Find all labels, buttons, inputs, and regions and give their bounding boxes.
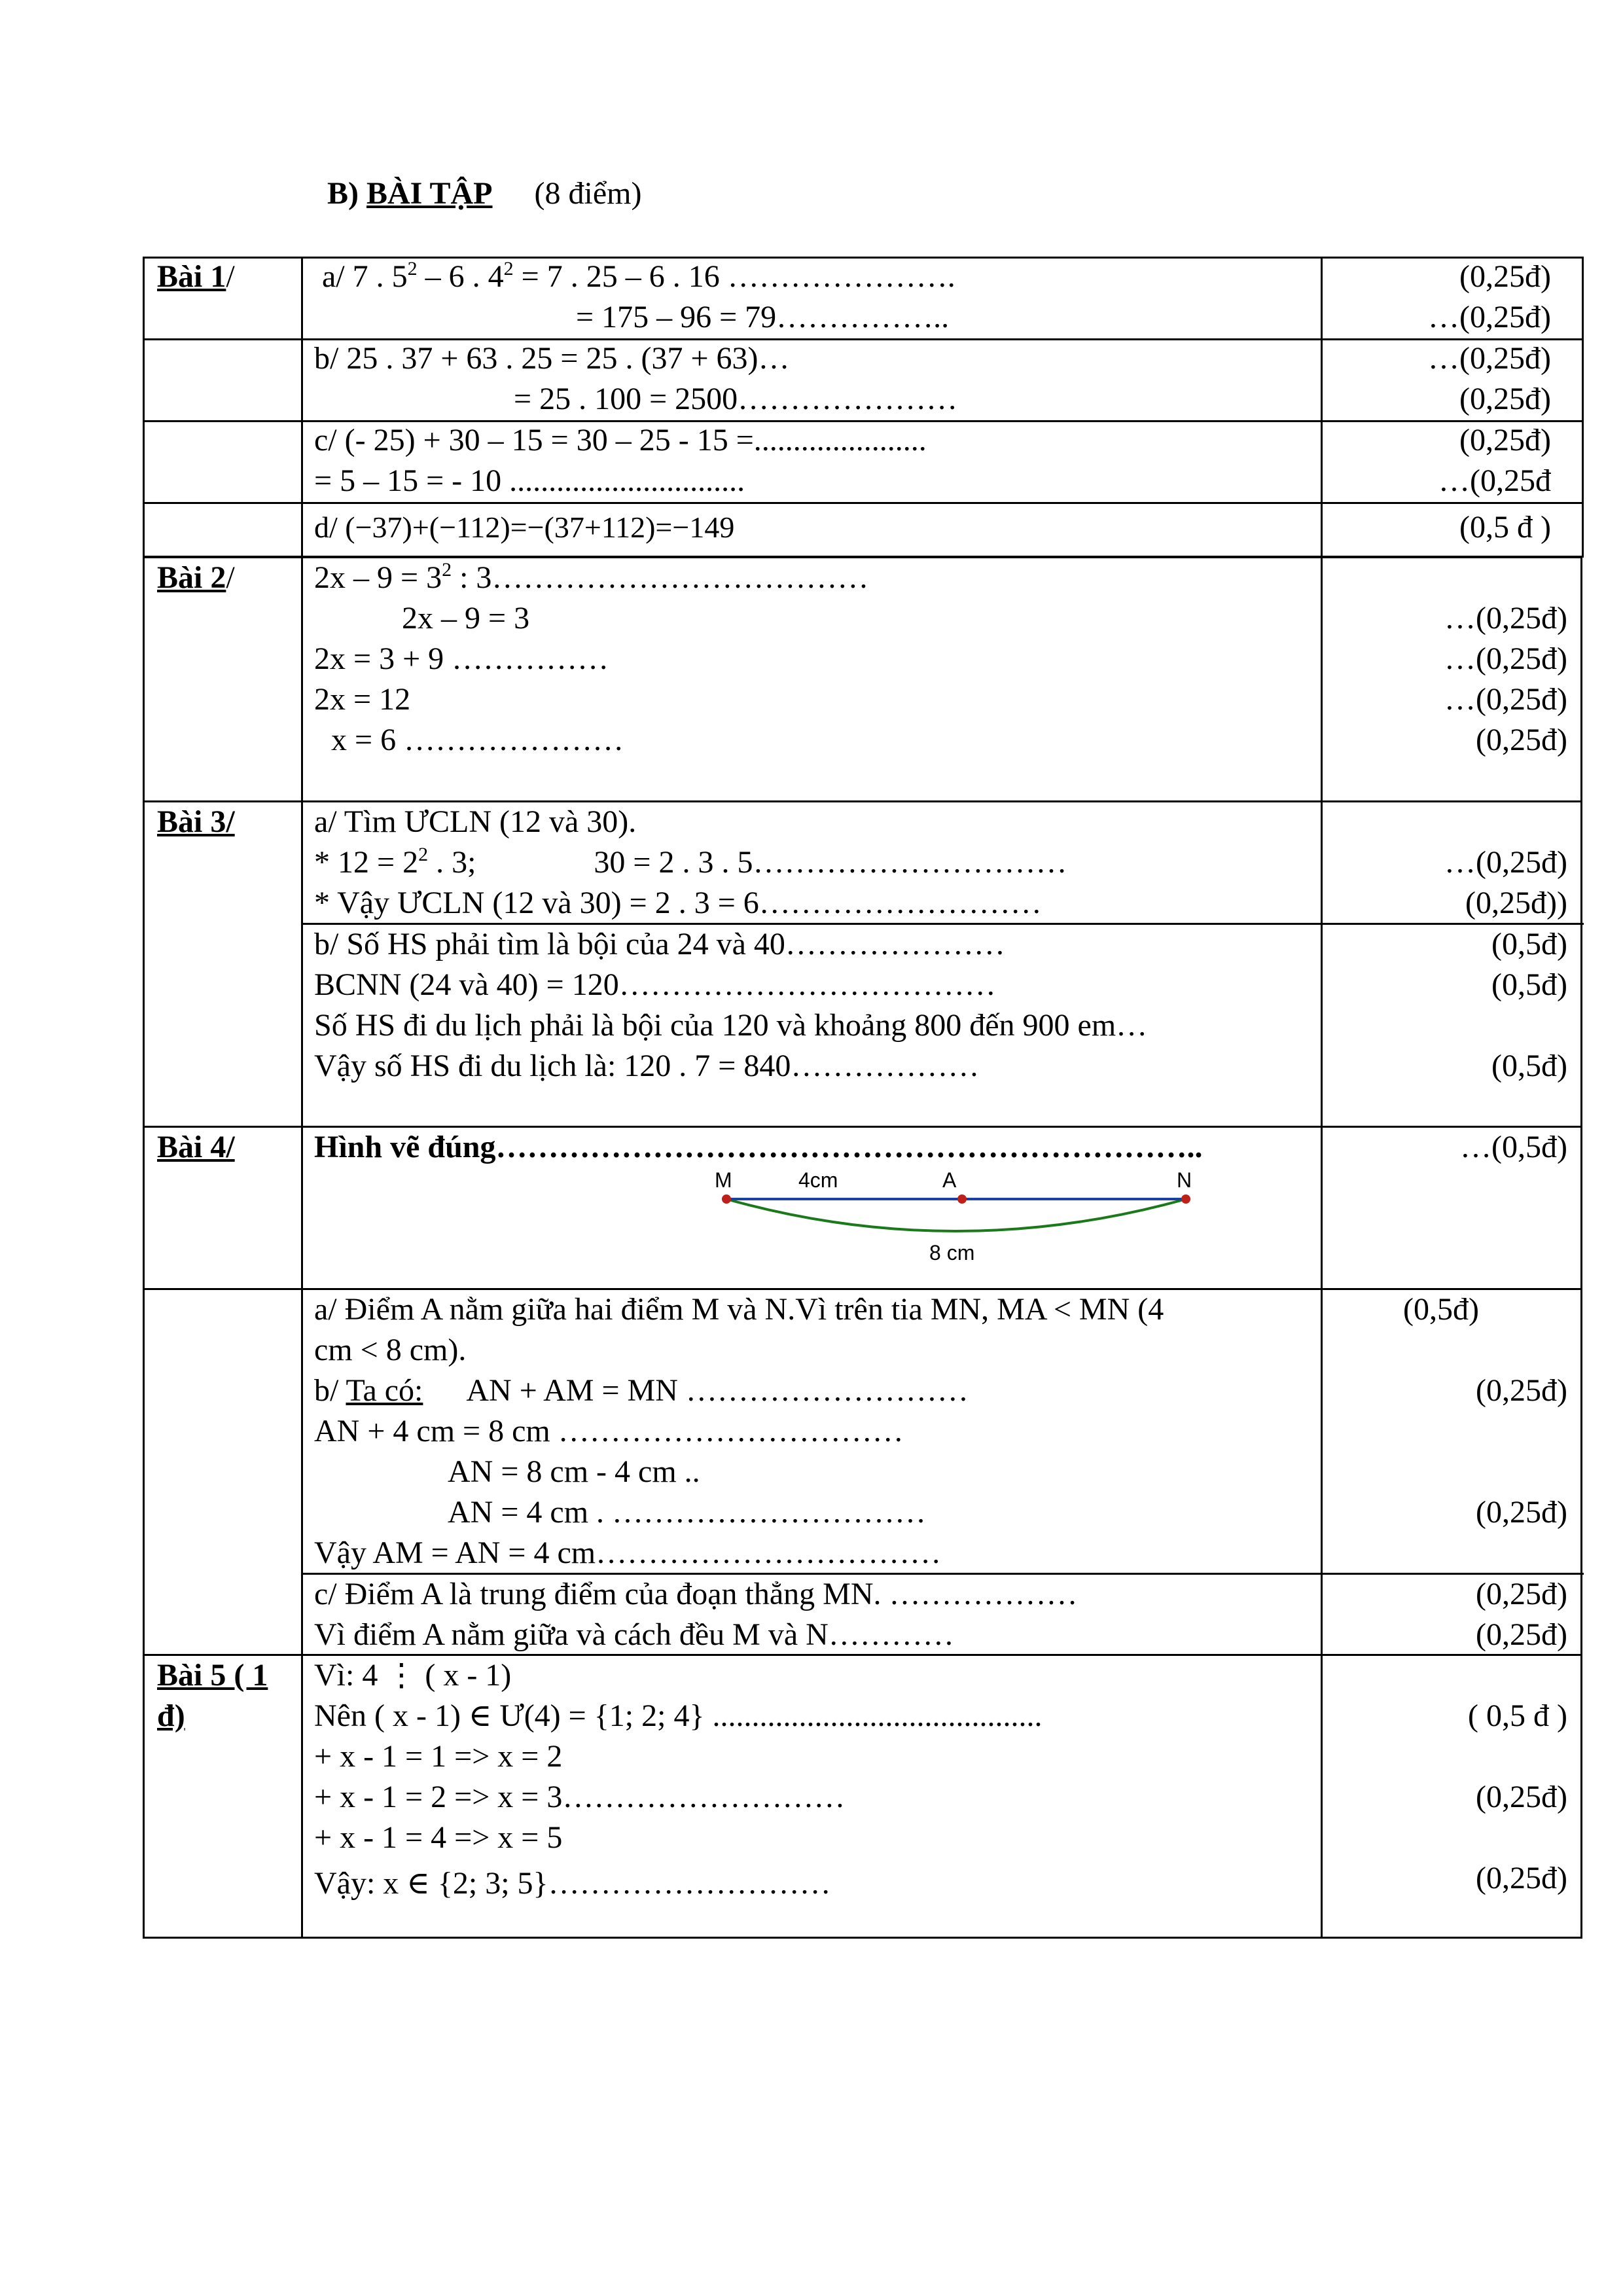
bai2-score: (0,25đ)	[1476, 723, 1567, 757]
bai5-label-line2: đ)	[157, 1698, 185, 1733]
bai4-figure-score: …(0,5đ)	[1460, 1130, 1567, 1164]
bai2-line1-part: 2x – 9 = 3	[314, 560, 442, 595]
bai4-b-line2: AN + 4 cm = 8 cm ……………………………	[314, 1414, 904, 1448]
bai3-a-line3: * Vậy ƯCLN (12 và 30) = 2 . 3 = 6………………………	[314, 886, 1042, 920]
bai3-b-line3: Số HS đi du lịch phải là bội của 120 và khoảng 800 đến 900 em…	[314, 1008, 1148, 1043]
bai3-b-score1: (0,5đ)	[1491, 927, 1567, 961]
bai1-c-score1: (0,25đ)	[1459, 423, 1551, 457]
bai1-label-text: Bài 1	[157, 259, 226, 294]
bai1-a-part: – 6 . 4	[417, 259, 504, 294]
bai2-line5: x = 6 …………………	[331, 723, 624, 757]
bai1-score-divider	[1321, 257, 1323, 558]
bai1-a-score2: …(0,25đ)	[1428, 300, 1551, 334]
bai2-score: …(0,25đ)	[1444, 682, 1567, 717]
bai2-label-text: Bài 2	[157, 560, 226, 595]
bai5-score1: ( 0,5 đ )	[1468, 1698, 1567, 1733]
point-m-label: M	[715, 1168, 732, 1192]
point-n-dot	[1181, 1194, 1190, 1204]
segment-figure	[694, 1158, 1230, 1270]
bai4-b-line3: AN = 8 cm - 4 cm ..	[448, 1454, 700, 1489]
bai4-c-score2: (0,25đ)	[1476, 1617, 1567, 1652]
bai4-b-line4: AN = 4 cm . …………………………	[448, 1495, 927, 1530]
bai4-b-line5: Vậy AM = AN = 4 cm……………………………	[314, 1535, 942, 1570]
bai1-label	[157, 257, 235, 297]
bai4-b-score2: (0,25đ)	[1476, 1495, 1567, 1530]
bai1-a-score1: (0,25đ)	[1459, 259, 1551, 294]
arc-mn	[726, 1199, 1186, 1231]
bai4-b-score1: (0,25đ)	[1476, 1373, 1567, 1408]
bai2-line2: 2x – 9 = 3	[402, 601, 530, 636]
bai5-line1: Vì: 4 ⋮ ( x - 1)	[314, 1658, 512, 1693]
bai1-a-part: = 7 . 25 – 6 . 16 ………………….	[513, 259, 955, 294]
bai1-b-score2: (0,25đ)	[1459, 382, 1551, 416]
bai3-b-line1: b/ Số HS phải tìm là bội của 24 và 40…………………	[314, 927, 1005, 961]
bai1-col-divider	[301, 257, 303, 558]
bai5-line3: + x - 1 = 1 => x = 2	[314, 1739, 563, 1774]
bai2-line1-sup: 2	[442, 559, 452, 581]
bai4-b-taco: Ta có:	[346, 1373, 423, 1408]
bai2-label	[157, 558, 235, 598]
bai2-score: …(0,25đ)	[1444, 601, 1567, 636]
bai4-a-line1: a/ Điểm A nằm giữa hai điểm M và N.Vì trên tia MN, MA < MN (4	[314, 1292, 1164, 1327]
bai2-label-suffix: /	[226, 560, 235, 595]
bai5-score2: (0,25đ)	[1476, 1780, 1567, 1814]
row-divider	[143, 502, 1584, 504]
bai1-d-score: (0,5 đ )	[1459, 510, 1551, 545]
bai3-b-score2: (0,5đ)	[1491, 967, 1567, 1002]
segment-label: 4cm	[798, 1168, 838, 1192]
main-col-divider	[301, 556, 303, 1939]
heading-points: (8 điểm)	[534, 176, 642, 211]
bai5-line2: Nên ( x - 1) ∈ Ư(4) = {1; 2; 4} ..........................................	[314, 1698, 1043, 1733]
bai3-a-part: 30 = 2 . 3 . 5…………………………	[594, 845, 1067, 880]
bai3-a-part: . 3;	[428, 845, 476, 880]
bai2-score: …(0,25đ)	[1444, 641, 1567, 676]
bai3-label: Bài 3/	[157, 804, 235, 839]
point-m-dot	[722, 1194, 731, 1204]
point-a-label: A	[942, 1168, 957, 1192]
bai1-label-suffix: /	[226, 259, 235, 294]
bai1-c-line2: = 5 – 15 = - 10 ..............................	[314, 463, 745, 498]
bai4-a-score: (0,5đ)	[1403, 1292, 1479, 1327]
bai5-label-line1: Bài 5 ( 1	[157, 1658, 268, 1693]
bai1-b-score1: …(0,25đ)	[1428, 341, 1551, 376]
bai5-line5: + x - 1 = 4 => x = 5	[314, 1820, 563, 1855]
bai5-line4: + x - 1 = 2 => x = 3………………………	[314, 1780, 846, 1814]
bai3-a-score1: …(0,25đ)	[1444, 845, 1567, 880]
bai5-score3: (0,25đ)	[1476, 1861, 1567, 1895]
bai1-b-line2: = 25 . 100 = 2500…………………	[514, 382, 958, 416]
point-a-dot	[957, 1194, 967, 1204]
bai4-b-prefix: b/	[314, 1373, 346, 1408]
bai3-a-line2	[314, 842, 1067, 883]
bai4-c-line2: Vì điểm A nằm giữa và cách đều M và N…………	[314, 1617, 954, 1652]
section-heading	[327, 175, 641, 211]
heading-prefix: B)	[327, 176, 366, 211]
bai1-a-part: a/ 7 . 5	[322, 259, 408, 294]
bai4-label: Bài 4/	[157, 1130, 235, 1164]
bai4-c-line1: c/ Điểm A là trung điểm của đoạn thẳng MN. ………………	[314, 1577, 1078, 1611]
arc-label: 8 cm	[929, 1241, 975, 1265]
bai3-a-part: * 12 = 2	[314, 845, 419, 880]
bai1-b-line1: b/ 25 . 37 + 63 . 25 = 25 . (37 + 63)…	[314, 341, 790, 376]
bai3-b-score3: (0,5đ)	[1491, 1049, 1567, 1083]
bai2-line1-part: : 3………………………………	[452, 560, 869, 595]
bai3-a-score2: (0,25đ))	[1465, 886, 1567, 920]
point-n-label: N	[1177, 1168, 1192, 1192]
main-score-divider	[1321, 556, 1323, 1939]
bai1-a-sup: 2	[407, 258, 418, 279]
bai1-d-line: d/ (−37)+(−112)=−(37+112)=−149	[314, 511, 735, 544]
bai3-b-line2: BCNN (24 và 40) = 120………………………………	[314, 967, 996, 1002]
bai4-b-line1	[314, 1371, 969, 1411]
bai1-a-line1	[322, 257, 955, 297]
bai3-a-line1: a/ Tìm ƯCLN (12 và 30).	[314, 804, 637, 839]
bai2-line4: 2x = 12	[314, 682, 411, 717]
bai1-a-sup: 2	[503, 258, 514, 279]
bai5-line6: Vậy: x ∈ {2; 3; 5}………………………	[314, 1866, 831, 1901]
bai3-b-line4: Vậy số HS đi du lịch là: 120 . 7 = 840………………	[314, 1049, 980, 1083]
bai2-line1	[314, 558, 868, 598]
bai4-a-line2: cm < 8 cm).	[314, 1333, 467, 1367]
bai1-a-line2: = 175 – 96 = 79……………..	[576, 300, 950, 334]
heading-title: BÀI TẬP	[366, 176, 493, 211]
bai4-figure-title: Hình vẽ đúng…………………………………………………………..	[314, 1130, 1203, 1164]
bai1-c-score2: …(0,25đ	[1438, 463, 1551, 498]
bai1-c-line1: c/ (- 25) + 30 – 15 = 30 – 25 - 15 =......................	[314, 423, 927, 457]
bai2-line3: 2x = 3 + 9 ……………	[314, 641, 609, 676]
bai4-b-rest: AN + AM = MN ………………………	[466, 1373, 969, 1408]
bai3-a-sup: 2	[418, 844, 429, 865]
bai4-c-score1: (0,25đ)	[1476, 1577, 1567, 1611]
